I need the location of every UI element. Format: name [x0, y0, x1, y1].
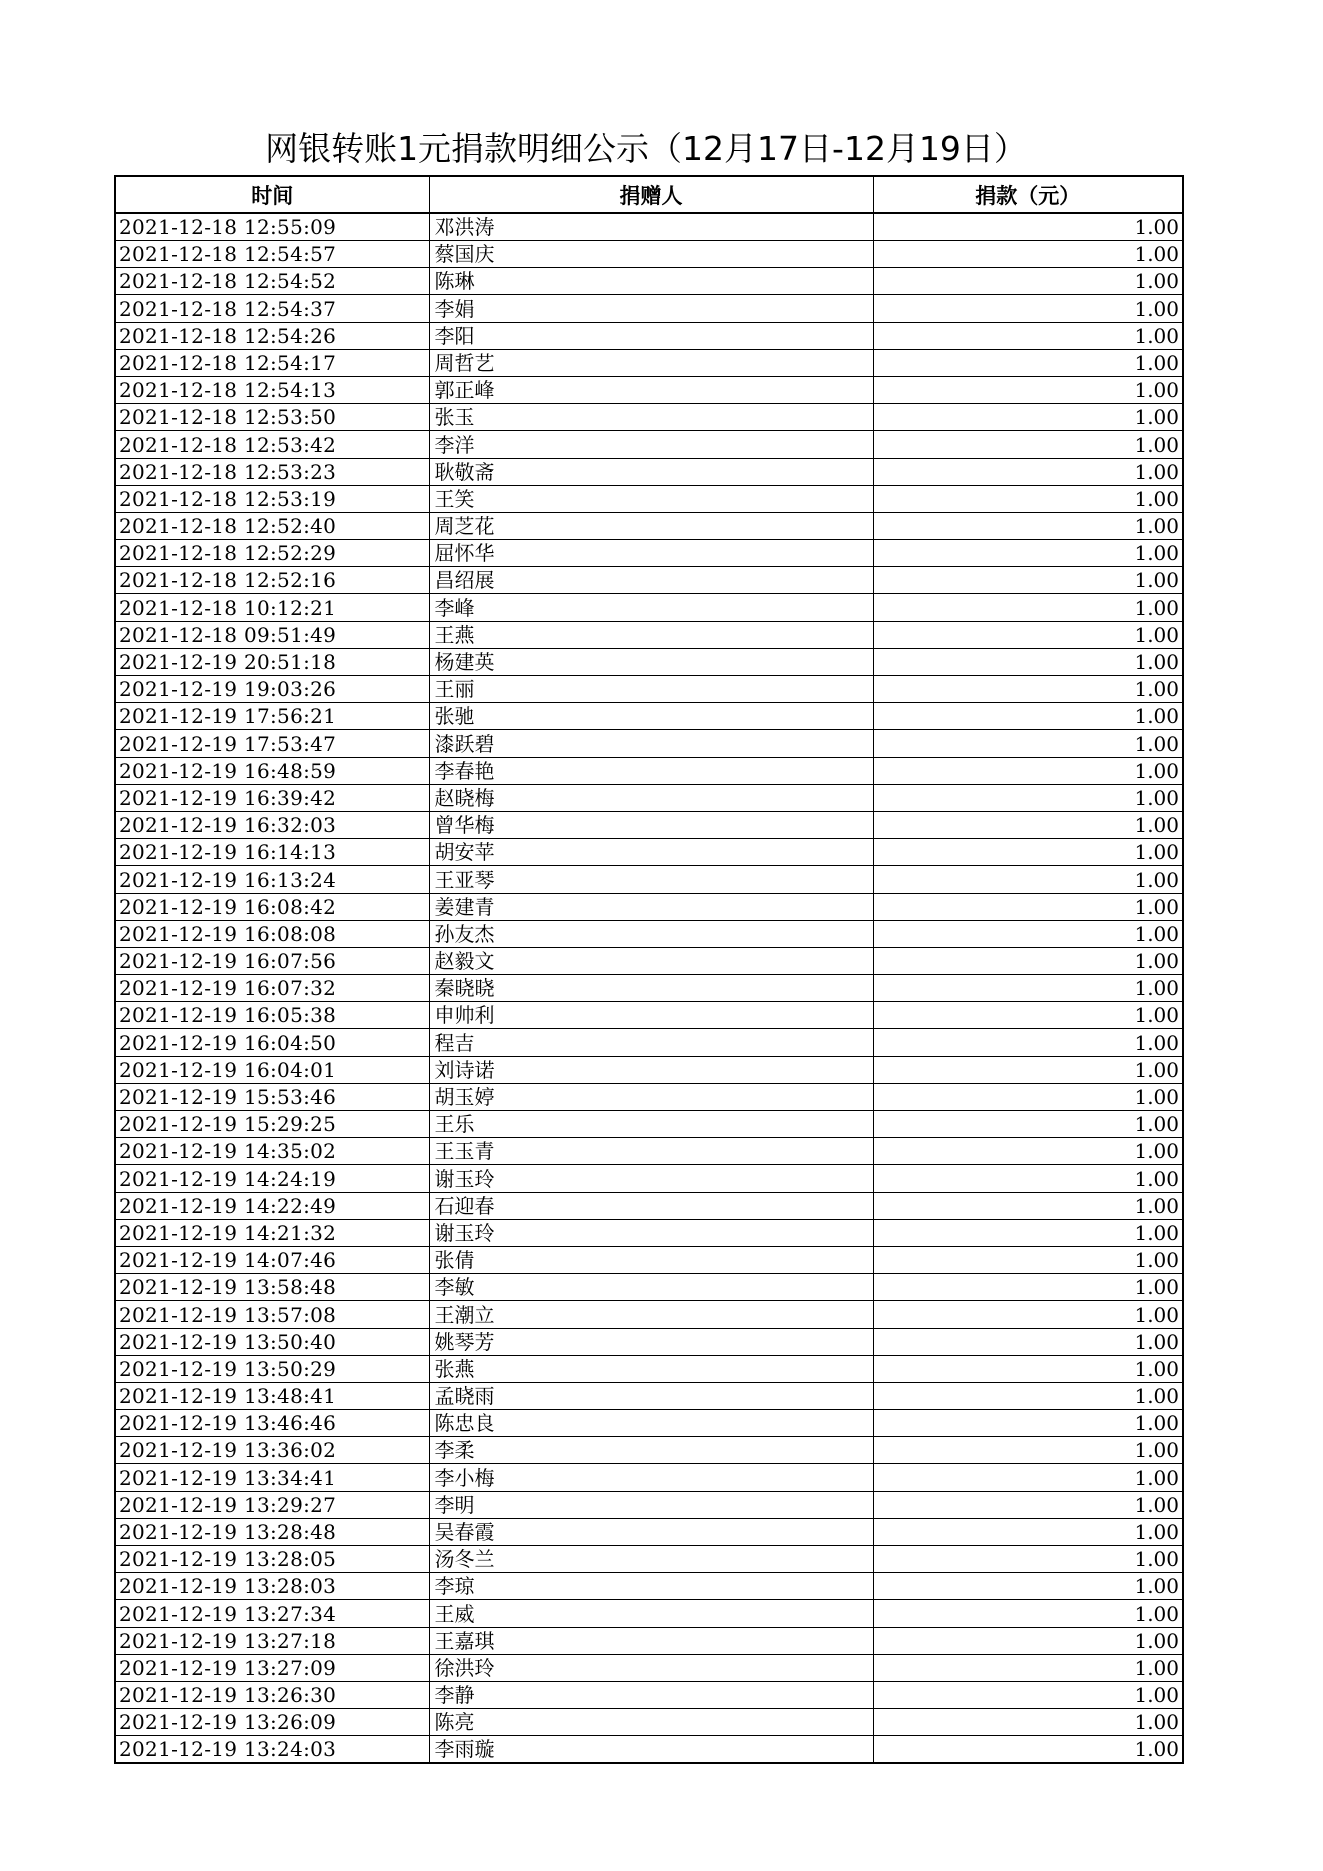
table-row [115, 241, 1183, 268]
donation-amount: 1.00 [873, 784, 1183, 811]
table-row [115, 1328, 1183, 1355]
donation-amount: 1.00 [873, 1736, 1183, 1764]
donor-name: 李静 [429, 1681, 873, 1708]
donation-time: 2021-12-19 16:32:03 [115, 811, 429, 838]
donation-amount: 1.00 [873, 458, 1183, 485]
table-row [115, 1083, 1183, 1110]
donor-name: 胡玉婷 [429, 1083, 873, 1110]
table-row [115, 975, 1183, 1002]
header-time: 时间 [115, 176, 429, 213]
table-row [115, 404, 1183, 431]
donation-amount: 1.00 [873, 1192, 1183, 1219]
donation-amount: 1.00 [873, 730, 1183, 757]
donor-name: 屈怀华 [429, 540, 873, 567]
donation-time: 2021-12-19 16:04:50 [115, 1029, 429, 1056]
table-row [115, 1111, 1183, 1138]
donor-name: 王乐 [429, 1111, 873, 1138]
donor-name: 陈亮 [429, 1709, 873, 1736]
donation-amount: 1.00 [873, 1437, 1183, 1464]
donation-amount: 1.00 [873, 947, 1183, 974]
table-row [115, 621, 1183, 648]
donation-amount: 1.00 [873, 1600, 1183, 1627]
donation-time: 2021-12-18 12:54:57 [115, 241, 429, 268]
table-row [115, 866, 1183, 893]
donor-name: 耿敬斋 [429, 458, 873, 485]
donation-amount: 1.00 [873, 485, 1183, 512]
table-row [115, 1627, 1183, 1654]
donation-time: 2021-12-18 09:51:49 [115, 621, 429, 648]
donation-amount: 1.00 [873, 1246, 1183, 1273]
donation-time: 2021-12-18 12:53:50 [115, 404, 429, 431]
donation-time: 2021-12-19 13:58:48 [115, 1274, 429, 1301]
donor-name: 周芝花 [429, 512, 873, 539]
donation-amount: 1.00 [873, 1382, 1183, 1409]
donor-name: 蔡国庆 [429, 241, 873, 268]
donation-amount: 1.00 [873, 1546, 1183, 1573]
table-row [115, 1274, 1183, 1301]
donation-time: 2021-12-19 14:07:46 [115, 1246, 429, 1273]
table-row [115, 295, 1183, 322]
donor-name: 李阳 [429, 322, 873, 349]
donor-name: 刘诗诺 [429, 1056, 873, 1083]
donation-amount: 1.00 [873, 241, 1183, 268]
donation-amount: 1.00 [873, 839, 1183, 866]
donation-time: 2021-12-19 20:51:18 [115, 648, 429, 675]
donor-name: 谢玉玲 [429, 1165, 873, 1192]
donation-time: 2021-12-19 14:22:49 [115, 1192, 429, 1219]
donation-amount: 1.00 [873, 322, 1183, 349]
header-donor: 捐赠人 [429, 176, 873, 213]
table-row [115, 920, 1183, 947]
donation-amount: 1.00 [873, 1301, 1183, 1328]
donor-name: 王玉青 [429, 1138, 873, 1165]
donation-amount: 1.00 [873, 1328, 1183, 1355]
donation-amount: 1.00 [873, 1002, 1183, 1029]
table-row [115, 893, 1183, 920]
donation-time: 2021-12-19 13:27:09 [115, 1654, 429, 1681]
donor-name: 李敏 [429, 1274, 873, 1301]
donation-time: 2021-12-19 14:21:32 [115, 1219, 429, 1246]
table-row [115, 1709, 1183, 1736]
table-row [115, 594, 1183, 621]
donation-amount: 1.00 [873, 920, 1183, 947]
donation-amount: 1.00 [873, 1573, 1183, 1600]
donor-name: 周哲艺 [429, 349, 873, 376]
table-row [115, 1301, 1183, 1328]
donation-amount: 1.00 [873, 1083, 1183, 1110]
donor-name: 孟晓雨 [429, 1382, 873, 1409]
table-body [115, 213, 1183, 1763]
donation-time: 2021-12-19 16:13:24 [115, 866, 429, 893]
donor-name: 王亚琴 [429, 866, 873, 893]
table-row [115, 431, 1183, 458]
donation-time: 2021-12-18 12:52:40 [115, 512, 429, 539]
donation-time: 2021-12-19 13:50:29 [115, 1355, 429, 1382]
donation-time: 2021-12-19 13:26:09 [115, 1709, 429, 1736]
donation-time: 2021-12-18 10:12:21 [115, 594, 429, 621]
donor-name: 郭正峰 [429, 376, 873, 403]
donor-name: 李琼 [429, 1573, 873, 1600]
donation-amount: 1.00 [873, 757, 1183, 784]
table-row [115, 1138, 1183, 1165]
donation-amount: 1.00 [873, 866, 1183, 893]
donor-name: 王威 [429, 1600, 873, 1627]
donor-name: 李春艳 [429, 757, 873, 784]
donation-amount: 1.00 [873, 1029, 1183, 1056]
donation-amount: 1.00 [873, 512, 1183, 539]
table-row [115, 839, 1183, 866]
donation-amount: 1.00 [873, 567, 1183, 594]
donor-name: 漆跃碧 [429, 730, 873, 757]
donation-amount: 1.00 [873, 811, 1183, 838]
donation-time: 2021-12-19 16:39:42 [115, 784, 429, 811]
donation-time: 2021-12-19 16:07:56 [115, 947, 429, 974]
donation-time: 2021-12-19 13:36:02 [115, 1437, 429, 1464]
donor-name: 张驰 [429, 703, 873, 730]
donor-name: 昌绍展 [429, 567, 873, 594]
table-row [115, 485, 1183, 512]
donation-time: 2021-12-18 12:54:52 [115, 268, 429, 295]
table-row [115, 1029, 1183, 1056]
donation-time: 2021-12-19 16:14:13 [115, 839, 429, 866]
donor-name: 徐洪玲 [429, 1654, 873, 1681]
donation-table [114, 175, 1184, 1764]
table-row [115, 567, 1183, 594]
table-row [115, 703, 1183, 730]
donation-time: 2021-12-18 12:53:42 [115, 431, 429, 458]
donor-name: 李峰 [429, 594, 873, 621]
donation-time: 2021-12-19 13:29:27 [115, 1491, 429, 1518]
donation-amount: 1.00 [873, 1709, 1183, 1736]
donation-time: 2021-12-18 12:52:16 [115, 567, 429, 594]
donation-time: 2021-12-19 13:27:34 [115, 1600, 429, 1627]
table-row [115, 757, 1183, 784]
donation-time: 2021-12-19 17:53:47 [115, 730, 429, 757]
donor-name: 赵晓梅 [429, 784, 873, 811]
donation-amount: 1.00 [873, 1165, 1183, 1192]
header-amount: 捐款（元） [873, 176, 1183, 213]
donor-name: 孙友杰 [429, 920, 873, 947]
donation-amount: 1.00 [873, 404, 1183, 431]
donation-amount: 1.00 [873, 1274, 1183, 1301]
donation-time: 2021-12-19 13:26:30 [115, 1681, 429, 1708]
donor-name: 张倩 [429, 1246, 873, 1273]
donor-name: 李洋 [429, 431, 873, 458]
table-row [115, 1219, 1183, 1246]
donation-amount: 1.00 [873, 1654, 1183, 1681]
donor-name: 石迎春 [429, 1192, 873, 1219]
donor-name: 李明 [429, 1491, 873, 1518]
donation-time: 2021-12-18 12:54:17 [115, 349, 429, 376]
donor-name: 申帅利 [429, 1002, 873, 1029]
donor-name: 谢玉玲 [429, 1219, 873, 1246]
donation-time: 2021-12-19 13:28:03 [115, 1573, 429, 1600]
donation-amount: 1.00 [873, 1491, 1183, 1518]
table-row [115, 458, 1183, 485]
table-row [115, 1165, 1183, 1192]
donation-amount: 1.00 [873, 431, 1183, 458]
donation-time: 2021-12-19 16:05:38 [115, 1002, 429, 1029]
table-row [115, 811, 1183, 838]
table-row [115, 1246, 1183, 1273]
table-row [115, 1355, 1183, 1382]
donor-name: 杨建英 [429, 648, 873, 675]
table-row [115, 540, 1183, 567]
table-row [115, 1382, 1183, 1409]
donation-time: 2021-12-19 13:24:03 [115, 1736, 429, 1764]
donor-name: 赵毅文 [429, 947, 873, 974]
donation-amount: 1.00 [873, 1518, 1183, 1545]
donation-time: 2021-12-19 15:29:25 [115, 1111, 429, 1138]
donation-amount: 1.00 [873, 213, 1183, 241]
donation-time: 2021-12-18 12:55:09 [115, 213, 429, 241]
donation-time: 2021-12-19 13:46:46 [115, 1410, 429, 1437]
donor-name: 胡安苹 [429, 839, 873, 866]
donation-time: 2021-12-19 13:28:05 [115, 1546, 429, 1573]
donor-name: 李小梅 [429, 1464, 873, 1491]
table-row [115, 349, 1183, 376]
donation-time: 2021-12-18 12:53:19 [115, 485, 429, 512]
donation-time: 2021-12-18 12:54:37 [115, 295, 429, 322]
donation-time: 2021-12-19 16:07:32 [115, 975, 429, 1002]
donor-name: 陈忠良 [429, 1410, 873, 1437]
donation-amount: 1.00 [873, 1627, 1183, 1654]
donation-time: 2021-12-18 12:52:29 [115, 540, 429, 567]
table-row [115, 1491, 1183, 1518]
table-row [115, 648, 1183, 675]
table-row [115, 1681, 1183, 1708]
table-row [115, 1736, 1183, 1764]
donor-name: 秦晓晓 [429, 975, 873, 1002]
table-row [115, 1654, 1183, 1681]
donation-amount: 1.00 [873, 540, 1183, 567]
donation-amount: 1.00 [873, 676, 1183, 703]
donor-name: 王笑 [429, 485, 873, 512]
donor-name: 姚琴芳 [429, 1328, 873, 1355]
donation-time: 2021-12-19 13:34:41 [115, 1464, 429, 1491]
donation-time: 2021-12-19 13:50:40 [115, 1328, 429, 1355]
donation-amount: 1.00 [873, 648, 1183, 675]
table-row [115, 213, 1183, 241]
donation-time: 2021-12-18 12:54:26 [115, 322, 429, 349]
donation-time: 2021-12-18 12:54:13 [115, 376, 429, 403]
donor-name: 王燕 [429, 621, 873, 648]
table-row [115, 1002, 1183, 1029]
table-row [115, 1600, 1183, 1627]
donor-name: 程吉 [429, 1029, 873, 1056]
table-row [115, 512, 1183, 539]
table-row [115, 1464, 1183, 1491]
donation-amount: 1.00 [873, 1410, 1183, 1437]
table-row [115, 730, 1183, 757]
donor-name: 李娟 [429, 295, 873, 322]
donation-amount: 1.00 [873, 268, 1183, 295]
donation-amount: 1.00 [873, 1138, 1183, 1165]
donor-name: 王潮立 [429, 1301, 873, 1328]
donor-name: 曾华梅 [429, 811, 873, 838]
donor-name: 王丽 [429, 676, 873, 703]
donation-time: 2021-12-19 13:27:18 [115, 1627, 429, 1654]
donation-time: 2021-12-19 14:35:02 [115, 1138, 429, 1165]
donation-amount: 1.00 [873, 594, 1183, 621]
donor-name: 李柔 [429, 1437, 873, 1464]
donation-amount: 1.00 [873, 1111, 1183, 1138]
donation-time: 2021-12-19 13:28:48 [115, 1518, 429, 1545]
donor-name: 吴春霞 [429, 1518, 873, 1545]
donation-time: 2021-12-19 14:24:19 [115, 1165, 429, 1192]
table-row [115, 1192, 1183, 1219]
donor-name: 李雨璇 [429, 1736, 873, 1764]
donor-name: 姜建青 [429, 893, 873, 920]
donation-amount: 1.00 [873, 295, 1183, 322]
donor-name: 邓洪涛 [429, 213, 873, 241]
donation-time: 2021-12-19 16:08:42 [115, 893, 429, 920]
donation-amount: 1.00 [873, 703, 1183, 730]
donor-name: 陈琳 [429, 268, 873, 295]
donation-time: 2021-12-19 13:57:08 [115, 1301, 429, 1328]
donation-time: 2021-12-18 12:53:23 [115, 458, 429, 485]
donation-amount: 1.00 [873, 621, 1183, 648]
donation-amount: 1.00 [873, 1219, 1183, 1246]
donor-name: 王嘉琪 [429, 1627, 873, 1654]
table-row [115, 947, 1183, 974]
donation-amount: 1.00 [873, 1056, 1183, 1083]
donation-time: 2021-12-19 19:03:26 [115, 676, 429, 703]
donation-time: 2021-12-19 16:48:59 [115, 757, 429, 784]
donation-time: 2021-12-19 17:56:21 [115, 703, 429, 730]
donation-time: 2021-12-19 13:48:41 [115, 1382, 429, 1409]
donation-amount: 1.00 [873, 376, 1183, 403]
table-row [115, 676, 1183, 703]
table-row [115, 1410, 1183, 1437]
donation-amount: 1.00 [873, 893, 1183, 920]
table-row [115, 376, 1183, 403]
donation-amount: 1.00 [873, 1681, 1183, 1708]
table-row [115, 784, 1183, 811]
table-row [115, 322, 1183, 349]
donor-name: 汤冬兰 [429, 1546, 873, 1573]
donation-amount: 1.00 [873, 975, 1183, 1002]
table-row [115, 1437, 1183, 1464]
table-row [115, 1546, 1183, 1573]
table-row [115, 1518, 1183, 1545]
table-row [115, 1573, 1183, 1600]
donor-name: 张燕 [429, 1355, 873, 1382]
table-row [115, 1056, 1183, 1083]
donor-name: 张玉 [429, 404, 873, 431]
donation-amount: 1.00 [873, 349, 1183, 376]
donation-amount: 1.00 [873, 1464, 1183, 1491]
donation-amount: 1.00 [873, 1355, 1183, 1382]
table-header-row [115, 176, 1183, 213]
donation-time: 2021-12-19 15:53:46 [115, 1083, 429, 1110]
donation-time: 2021-12-19 16:08:08 [115, 920, 429, 947]
donation-time: 2021-12-19 16:04:01 [115, 1056, 429, 1083]
table-row [115, 268, 1183, 295]
page-title: 网银转账1元捐款明细公示（12月17日-12月19日） [265, 129, 1027, 168]
